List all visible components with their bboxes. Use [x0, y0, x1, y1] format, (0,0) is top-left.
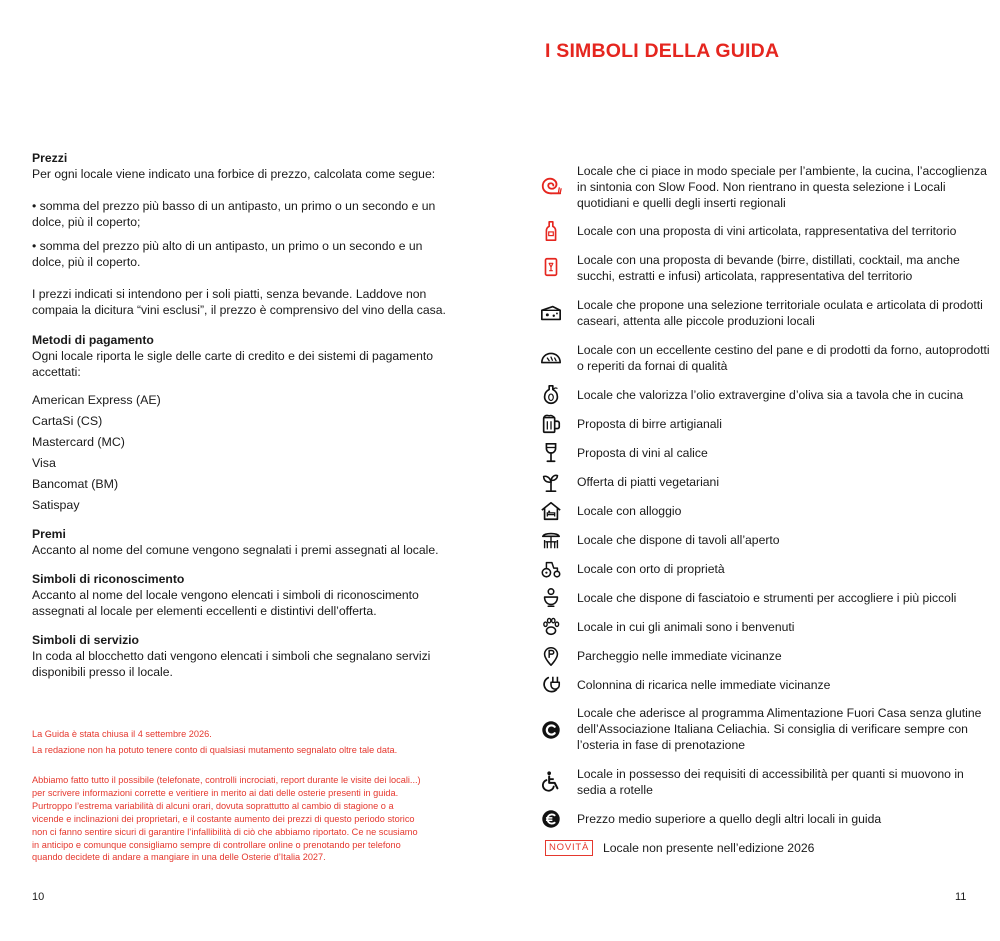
symbol-text: Parcheggio nelle immediate vicinanze — [577, 649, 782, 663]
bread-icon — [540, 347, 562, 369]
symbol-text: Locale con un eccellente cestino del pane e di prodotti da forno, autoprodotti o reperiti da fornai di qualità — [577, 343, 990, 373]
page-title: I SIMBOLI DELLA GUIDA — [545, 40, 780, 62]
symbol-text: Locale che ci piace in modo speciale per l’ambiente, la cucina, l’accoglienza in sintonia con Slow Food. Non rientrano in questa selezione i Locali quotidiani e quelli degli inserti regionali — [577, 164, 987, 210]
symbol-text: Prezzo medio superiore a quello degli altri locali in guida — [577, 812, 882, 826]
symbol-text: Locale in cui gli animali sono i benvenuti — [577, 620, 795, 634]
snail-icon — [540, 175, 562, 197]
servizio-heading: Simboli di servizio — [32, 633, 140, 647]
premi-text: Accanto al nome del comune vengono segnalati i premi assegnati al locale. — [32, 543, 439, 557]
premi-section — [32, 526, 452, 558]
closing-note — [32, 728, 427, 757]
symbol-text: Colonnina di ricarica nelle immediate vicinanze — [577, 678, 831, 692]
garden-tractor-icon — [540, 558, 562, 580]
symbol-text: Locale con una proposta di bevande (birre, distillati, cocktail, ma anche succhi, estratti e infusi) articolata, rappresentativa del territorio — [577, 253, 960, 283]
symbol-text: Locale con una proposta di vini articolata, rappresentativa del territorio — [577, 224, 957, 238]
page-number-left: 10 — [32, 891, 45, 903]
celiac-icon — [540, 719, 562, 741]
ev-charging-icon — [540, 674, 562, 696]
payment-method: Mastercard (MC) — [32, 435, 125, 449]
symbol-text: Locale con alloggio — [577, 504, 682, 518]
prezzi-bullets — [32, 198, 452, 270]
new-badge-text: Locale non presente nell’edizione 2026 — [603, 841, 815, 855]
symbol-text: Locale in possesso dei requisiti di accessibilità per quanti si muovono in sedia a rotelle — [577, 767, 964, 797]
new-badge: NOVITÀ — [545, 840, 593, 856]
symbol-text: Locale con orto di proprietà — [577, 562, 725, 576]
payment-method: Satispay — [32, 498, 80, 512]
closing-disclaimer-text: La redazione non ha potuto tenere conto di qualsiasi mutamento segnalato oltre tale data. — [32, 744, 398, 755]
symbol-text: Locale che valorizza l’olio extravergine d’oliva sia a tavola che in cucina — [577, 388, 964, 402]
pagamento-text: Ogni locale riporta le sigle delle carte di credito e dei sistemi di pagamento accettati: — [32, 349, 434, 379]
riconoscimento-heading: Simboli di riconoscimento — [32, 572, 185, 586]
beer-mug-icon — [540, 413, 562, 435]
symbol-text: Locale che aderisce al programma Alimentazione Fuori Casa senza glutine dell’Associazione Italiana Celiachia. Si consiglia di verificare sempre con l’osteria in fase di prenotazione — [577, 706, 982, 752]
prezzi-note: I prezzi indicati si intendono per i soli piatti, senza bevande. Laddove non compaia la dicitura “vini esclusi”, il prezzo è comprensivo del vino della casa. — [32, 287, 446, 317]
paw-icon — [540, 616, 562, 638]
symbol-text: Locale che dispone di tavoli all’aperto — [577, 533, 780, 547]
symbol-text: Offerta di piatti vegetariani — [577, 475, 720, 489]
servizio-text: In coda al blocchetto dati vengono elencati i simboli che segnalano servizi disponibili presso il locale. — [32, 649, 431, 679]
closing-date-text: La Guida è stata chiusa il 4 settembre 2026. — [32, 729, 212, 739]
payment-methods-list — [32, 390, 161, 516]
riconoscimento-section — [32, 571, 452, 619]
drink-label-icon — [540, 256, 562, 278]
payment-method: Bancomat (BM) — [32, 477, 119, 491]
servizio-section — [32, 632, 452, 680]
baby-changing-icon — [540, 587, 562, 609]
wine-glass-icon — [540, 442, 562, 464]
prezzi-bullet: • somma del prezzo più alto di un antipasto, un primo o un secondo e un dolce, più il coperto. — [32, 239, 423, 269]
prezzi-intro: Per ogni locale viene indicato una forbice di prezzo, calcolata come segue: — [32, 167, 436, 181]
symbol-text: Locale che propone una selezione territoriale oculata e articolata di prodotti caseari, attenta alle piccole produzioni locali — [577, 298, 983, 328]
payment-method: Visa — [32, 456, 56, 470]
riconoscimento-text: Accanto al nome del locale vengono elencati i simboli di riconoscimento assegnati al locale per elementi eccellenti e distintivi dell’offerta. — [32, 588, 419, 618]
pagamento-heading: Metodi di pagamento — [32, 333, 154, 347]
wheelchair-icon — [540, 770, 562, 792]
payment-method: CartaSi (CS) — [32, 414, 103, 428]
parking-pin-icon — [540, 645, 562, 667]
prezzi-bullet: • somma del prezzo più basso di un antipasto, un primo o un secondo e un dolce, più il coperto; — [32, 199, 436, 229]
symbol-text: Proposta di vini al calice — [577, 446, 708, 460]
page-number-right: 11 — [955, 891, 967, 903]
accuracy-disclaimer: Abbiamo fatto tutto il possibile (telefonate, controlli incrociati, report durante le visite dei locali...) per scrivere informazioni corrette e veritiere in merito ai dati delle osterie presenti in guida. Purtroppo l’estrema variabilità di alcuni orari, dovuta soprattutto al cambio di stagione o a vicende e inclinazioni dei proprietari, e il costante aumento dei prezzi di questo periodo storico non ci fanno sentire sicuri di garantire l’infallibilità di ciò che abbiamo riportato. Ce ne scusiamo in anticipo e comunque consigliamo sempre di controllare online o prenotando per telefono quando decidete di andare a mangiare in una delle Osterie d’Italia 2027. — [32, 775, 421, 863]
symbol-text: Proposta di birre artigianali — [577, 417, 722, 431]
wine-bottle-icon — [540, 220, 562, 242]
outdoor-table-icon — [540, 529, 562, 551]
euro-icon — [540, 808, 562, 830]
house-bed-icon — [540, 500, 562, 522]
prezzi-section — [32, 150, 452, 318]
olive-oil-icon — [540, 384, 562, 406]
payment-method: American Express (AE) — [32, 393, 161, 407]
pagamento-section — [32, 332, 452, 380]
cheese-icon — [540, 302, 562, 324]
right-page — [500, 0, 1000, 941]
vegetarian-sprout-icon — [540, 471, 562, 493]
prezzi-heading: Prezzi — [32, 151, 68, 165]
premi-heading: Premi — [32, 527, 66, 541]
symbol-text: Locale che dispone di fasciatoio e strumenti per accogliere i più piccoli — [577, 591, 957, 605]
